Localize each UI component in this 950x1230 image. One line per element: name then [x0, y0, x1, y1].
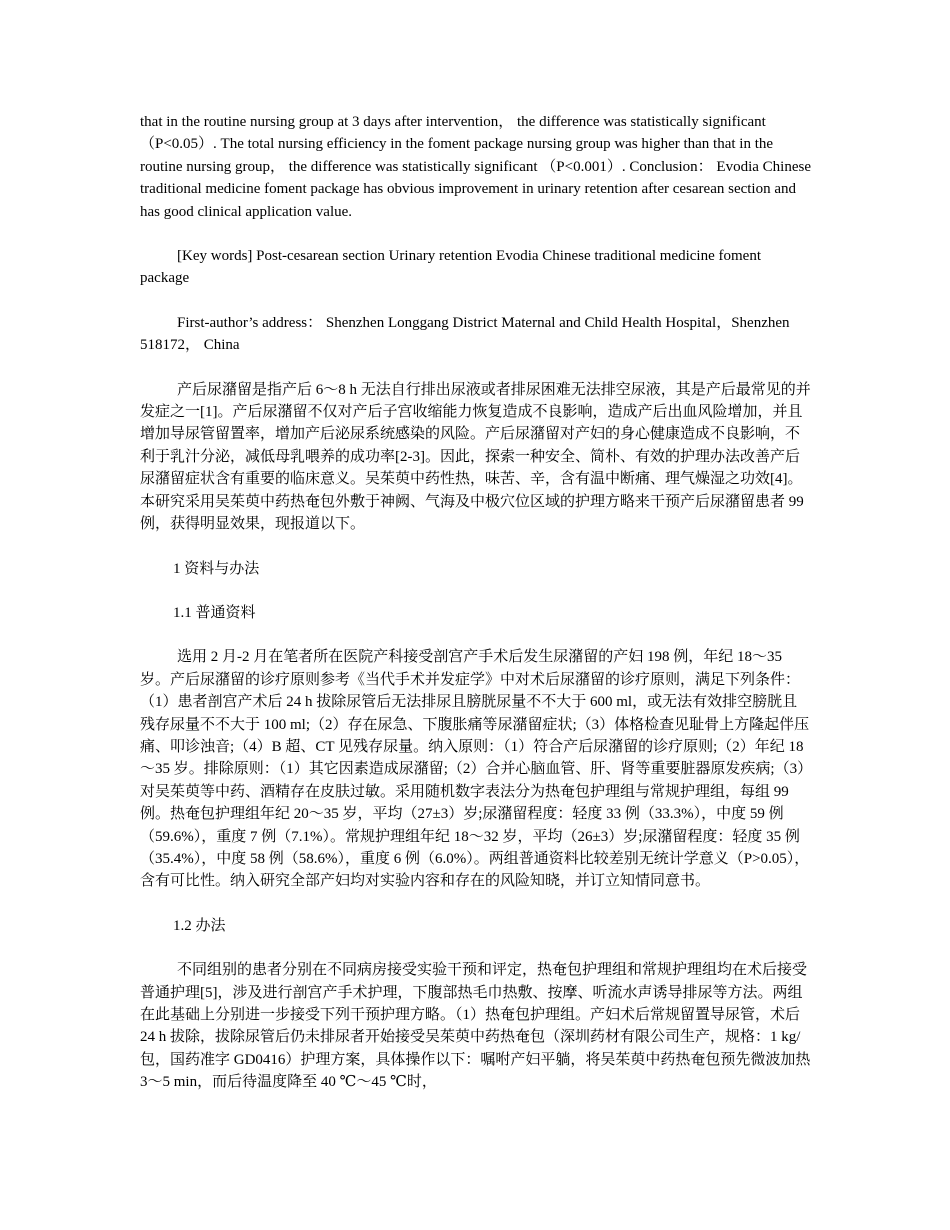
paragraph-gap	[140, 580, 812, 602]
paragraph-gap	[140, 290, 812, 312]
key-words-paragraph: [Key words] Post-cesarean section Urinary retention Evodia Chinese traditional medicine foment package	[140, 248, 761, 287]
abstract-continued-paragraph: that in the routine nursing group at 3 days after intervention， the difference was statistically significant （P<0.05）. The total nursing efficiency in the foment package nursing group was higher than that in the routine nursing group， the difference was statistically significant （P<0.001）. Conclusion： Evodia Chinese traditional medicine foment package has obvious improvement in urinary retention after cesarean section and has good clinical application value.	[140, 114, 811, 220]
paragraph-gap	[140, 937, 812, 959]
document-body	[140, 111, 812, 1094]
paragraph-gap	[140, 536, 812, 558]
section-1-1-heading: 1.1 普通资料	[173, 604, 256, 621]
intro-paragraph: 产后尿潴留是指产后 6～8 h 无法自行排出尿液或者排尿困难无法排空尿液，其是产后最常见的并发症之一[1]。产后尿潴留不仅对产后子宫收缩能力恢复造成不良影响，造成产后出血风险增加，并且增加导尿管留置率，增加产后泌尿系统感染的风险。产后尿潴留对产妇的身心健康造成不良影响，不利于乳汁分泌，减低母乳喂养的成功率[2-3]。因此，探索一种安全、简朴、有效的护理办法改善产后尿潴留症状含有重要的临床意义。吴茱萸中药性热，味苦、辛，含有温中断痛、理气燥湿之功效[4]。本研究采用吴茱萸中药热奄包外敷于神阙、气海及中极穴位区域的护理方略来干预产后尿潴留患者 99 例，获得明显效果，现报道以下。	[140, 381, 811, 533]
paragraph-gap	[140, 223, 812, 245]
section-1-2-paragraph: 不同组别的患者分别在不同病房接受实验干预和评定，热奄包护理组和常规护理组均在术后接受普通护理[5]，涉及进行剖宫产手术护理，下腹部热毛巾热敷、按摩、听流水声诱导排尿等方法。两组在此基础上分别进一步接受下列干预护理方略。（1）热奄包护理组。产妇术后常规留置导尿管，术后 24 h 拔除，拔除尿管后仍未排尿者开始接受吴茱萸中药热奄包（深圳药材有限公司生产，规格：1 kg/包，国药准字 GD0416）护理方案，具体操作以下：嘱咐产妇平躺，将吴茱萸中药热奄包预先微波加热 3～5 min，而后待温度降至 40 ℃～45 ℃时，	[140, 962, 811, 1091]
paragraph-gap	[140, 893, 812, 915]
section-1-heading: 1 资料与办法	[173, 560, 260, 577]
author-address-paragraph: First-author’s address： Shenzhen Longgang District Maternal and Child Health Hospital，Shenzhen 518172， China	[140, 314, 790, 354]
paragraph-gap	[140, 357, 812, 379]
section-1-2-heading: 1.2 办法	[173, 917, 226, 934]
paragraph-gap	[140, 624, 812, 646]
section-1-1-paragraph: 选用 2 月-2 月在笔者所在医院产科接受剖宫产手术后发生尿潴留的产妇 198 例，年纪 18～35 岁。产后尿潴留的诊疗原则参考《当代手术并发症学》中对术后尿潴留的诊疗原则，满足下列条件：（1）患者剖宫产术后 24 h 拔除尿管后无法排尿且膀胱尿量不不大于 600 ml，或无法有效排空膀胱且残存尿量不不大于 100 ml;（2）存在尿急、下腹胀痛等尿潴留症状;（3）体格检查见耻骨上方隆起伴压痛、叩诊浊音;（4）B 超、CT 见残存尿量。纳入原则：（1）符合产后尿潴留的诊疗原则;（2）年纪 18～35 岁。排除原则：（1）其它因素造成尿潴留;（2）合并心脑血管、肝、肾等重要脏器原发疾病;（3）对吴茱萸等中药、酒精存在皮肤过敏。采用随机数字表法分为热奄包护理组与常规护理组，每组 99 例。热奄包护理组年纪 20～35 岁，平均（27±3）岁;尿潴留程度：轻度 33 例（33.3%），中度 59 例（59.6%），重度 7 例（7.1%）。常规护理组年纪 18～32 岁，平均（26±3）岁;尿潴留程度：轻度 35 例（35.4%），中度 58 例（58.6%），重度 6 例（6.0%）。两组普通资料比较差别无统计学意义（P>0.05），含有可比性。纳入研究全部产妇均对实验内容和存在的风险知晓，并订立知情同意书。	[140, 649, 810, 890]
